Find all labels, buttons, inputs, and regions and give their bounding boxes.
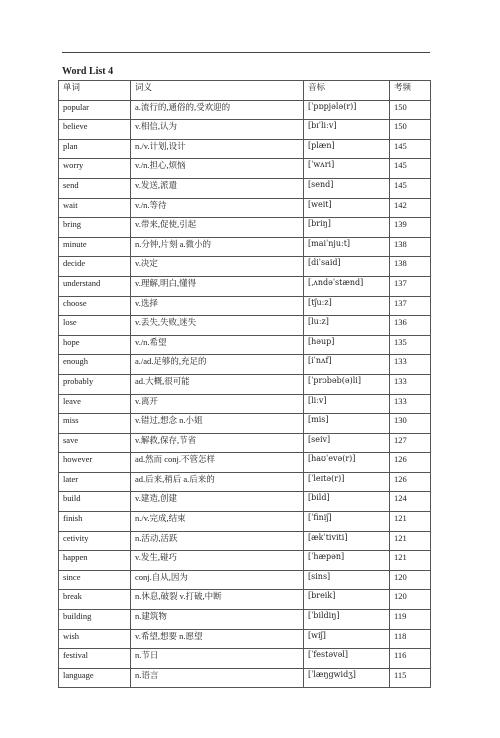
pronunciation-cell: [ˈlæŋgwidʒ] — [304, 668, 390, 688]
word-table — [58, 80, 431, 688]
definition-cell: v.理解,明白,懂得 — [131, 276, 304, 296]
frequency-cell: 139 — [390, 218, 431, 238]
definition-cell: ad.然而 conj.不管怎样 — [131, 453, 304, 473]
word-cell: popular — [59, 100, 131, 120]
pronunciation-cell: [luːz] — [304, 316, 390, 336]
frequency-cell: 136 — [390, 316, 431, 336]
header-pronunciation: 音标 — [304, 81, 390, 101]
pronunciation-cell: [ˈprɔbəb(ə)li] — [304, 374, 390, 394]
frequency-cell: 121 — [390, 551, 431, 571]
frequency-cell: 120 — [390, 590, 431, 610]
table-row — [59, 374, 431, 394]
pronunciation-cell: [mis] — [304, 414, 390, 434]
definition-cell: v.解救,保存,节省 — [131, 433, 304, 453]
word-cell: probably — [59, 374, 131, 394]
word-cell: festival — [59, 649, 131, 669]
word-cell: worry — [59, 159, 131, 179]
pronunciation-cell: [tʃuːz] — [304, 296, 390, 316]
definition-cell: a.流行的,通俗的,受欢迎的 — [131, 100, 304, 120]
pronunciation-cell: [breik] — [304, 590, 390, 610]
frequency-cell: 133 — [390, 374, 431, 394]
table-row — [59, 570, 431, 590]
definition-cell: v.决定 — [131, 257, 304, 277]
word-cell: lose — [59, 316, 131, 336]
frequency-cell: 118 — [390, 629, 431, 649]
pronunciation-cell: [ˌʌndəˈstænd] — [304, 276, 390, 296]
word-cell: wait — [59, 198, 131, 218]
pronunciation-cell: [ˈfestəvəl] — [304, 649, 390, 669]
word-cell: believe — [59, 120, 131, 140]
definition-cell: v./n.希望 — [131, 335, 304, 355]
word-cell: finish — [59, 512, 131, 532]
table-row — [59, 178, 431, 198]
frequency-cell: 116 — [390, 649, 431, 669]
word-cell: language — [59, 668, 131, 688]
frequency-cell: 137 — [390, 296, 431, 316]
definition-cell: n.语言 — [131, 668, 304, 688]
table-row — [59, 296, 431, 316]
frequency-cell: 126 — [390, 453, 431, 473]
table-row — [59, 453, 431, 473]
pronunciation-cell: [bild] — [304, 492, 390, 512]
frequency-cell: 120 — [390, 570, 431, 590]
page-title: Word List 4 — [62, 66, 114, 77]
table-row — [59, 433, 431, 453]
pronunciation-cell: [maiˈnjuːt] — [304, 237, 390, 257]
table-row — [59, 316, 431, 336]
table-row — [59, 531, 431, 551]
table-body — [59, 100, 431, 688]
word-cell: cetivity — [59, 531, 131, 551]
word-cell: break — [59, 590, 131, 610]
word-cell: plan — [59, 139, 131, 159]
table-row — [59, 551, 431, 571]
table-row — [59, 472, 431, 492]
word-cell: happen — [59, 551, 131, 571]
definition-cell: n./v.完成,结束 — [131, 512, 304, 532]
definition-cell: v./n.担心,烦恼 — [131, 159, 304, 179]
definition-cell: ad.大概,很可能 — [131, 374, 304, 394]
definition-cell: v.发生,碰巧 — [131, 551, 304, 571]
word-cell: build — [59, 492, 131, 512]
definition-cell: v.相信,认为 — [131, 120, 304, 140]
header-frequency: 考频 — [390, 81, 431, 101]
table-row — [59, 159, 431, 179]
frequency-cell: 135 — [390, 335, 431, 355]
word-cell: minute — [59, 237, 131, 257]
pronunciation-cell: [briŋ] — [304, 218, 390, 238]
table-row — [59, 394, 431, 414]
pronunciation-cell: [həup] — [304, 335, 390, 355]
word-cell: hope — [59, 335, 131, 355]
table-row — [59, 668, 431, 688]
frequency-cell: 115 — [390, 668, 431, 688]
table-row — [59, 100, 431, 120]
frequency-cell: 138 — [390, 257, 431, 277]
definition-cell: v.丢失,失败,迷失 — [131, 316, 304, 336]
word-cell: save — [59, 433, 131, 453]
pronunciation-cell: [ˈhæpən] — [304, 551, 390, 571]
table-row — [59, 120, 431, 140]
table-row — [59, 512, 431, 532]
frequency-cell: 130 — [390, 414, 431, 434]
frequency-cell: 145 — [390, 178, 431, 198]
table-row — [59, 276, 431, 296]
frequency-cell: 145 — [390, 159, 431, 179]
frequency-cell: 127 — [390, 433, 431, 453]
pronunciation-cell: [ˈleɪtə(r)] — [304, 472, 390, 492]
word-cell: decide — [59, 257, 131, 277]
table-row — [59, 257, 431, 277]
table-row — [59, 237, 431, 257]
definition-cell: v./n.等待 — [131, 198, 304, 218]
definition-cell: n.节日 — [131, 649, 304, 669]
definition-cell: v.发送,派遣 — [131, 178, 304, 198]
word-cell: understand — [59, 276, 131, 296]
pronunciation-cell: [diˈsaid] — [304, 257, 390, 277]
definition-cell: a./ad.足够的,充足的 — [131, 355, 304, 375]
word-cell: wish — [59, 629, 131, 649]
definition-cell: n./v.计划,设计 — [131, 139, 304, 159]
definition-cell: v.带来,促使,引起 — [131, 218, 304, 238]
definition-cell: v.错过,想念 n.小姐 — [131, 414, 304, 434]
word-cell: bring — [59, 218, 131, 238]
frequency-cell: 137 — [390, 276, 431, 296]
pronunciation-cell: [send] — [304, 178, 390, 198]
word-cell: miss — [59, 414, 131, 434]
pronunciation-cell: [ˈpɒpjələ(r)] — [304, 100, 390, 120]
frequency-cell: 133 — [390, 355, 431, 375]
frequency-cell: 119 — [390, 610, 431, 630]
pronunciation-cell: [liːv] — [304, 394, 390, 414]
frequency-cell: 126 — [390, 472, 431, 492]
frequency-cell: 124 — [390, 492, 431, 512]
table-row — [59, 590, 431, 610]
table-row — [59, 492, 431, 512]
definition-cell: n.分钟,片刻 a.微小的 — [131, 237, 304, 257]
pronunciation-cell: [ækˈtiviti] — [304, 531, 390, 551]
definition-cell: v.建造,创建 — [131, 492, 304, 512]
word-cell: send — [59, 178, 131, 198]
table-row — [59, 218, 431, 238]
pronunciation-cell: [haʊˈevə(r)] — [304, 453, 390, 473]
word-cell: since — [59, 570, 131, 590]
frequency-cell: 150 — [390, 120, 431, 140]
definition-cell: ad.后来,稍后 a.后来的 — [131, 472, 304, 492]
word-cell: later — [59, 472, 131, 492]
word-cell: however — [59, 453, 131, 473]
pronunciation-cell: [sins] — [304, 570, 390, 590]
frequency-cell: 133 — [390, 394, 431, 414]
table-row — [59, 355, 431, 375]
definition-cell: n.建筑物 — [131, 610, 304, 630]
table-row — [59, 335, 431, 355]
table-row — [59, 198, 431, 218]
header-definition: 词义 — [131, 81, 304, 101]
pronunciation-cell: [seiv] — [304, 433, 390, 453]
definition-cell: v.希望,想要 n.愿望 — [131, 629, 304, 649]
word-cell: choose — [59, 296, 131, 316]
pronunciation-cell: [plæn] — [304, 139, 390, 159]
pronunciation-cell: [bɪˈliːv] — [304, 120, 390, 140]
word-cell: enough — [59, 355, 131, 375]
definition-cell: conj.自从,因为 — [131, 570, 304, 590]
table-row — [59, 139, 431, 159]
table-row — [59, 629, 431, 649]
definition-cell: v.离开 — [131, 394, 304, 414]
frequency-cell: 145 — [390, 139, 431, 159]
table-row — [59, 414, 431, 434]
table-header-row — [59, 81, 431, 101]
header-word: 单词 — [59, 81, 131, 101]
definition-cell: n.活动,活跃 — [131, 531, 304, 551]
pronunciation-cell: [ˈwʌri] — [304, 159, 390, 179]
pronunciation-cell: [weit] — [304, 198, 390, 218]
definition-cell: n.休息,破裂 v.打破,中断 — [131, 590, 304, 610]
definition-cell: v.选择 — [131, 296, 304, 316]
pronunciation-cell: [wiʃ] — [304, 629, 390, 649]
frequency-cell: 121 — [390, 531, 431, 551]
pronunciation-cell: [ˈfiniʃ] — [304, 512, 390, 532]
frequency-cell: 121 — [390, 512, 431, 532]
word-cell: leave — [59, 394, 131, 414]
frequency-cell: 138 — [390, 237, 431, 257]
word-cell: building — [59, 610, 131, 630]
pronunciation-cell: [ˈbildiŋ] — [304, 610, 390, 630]
top-divider — [62, 52, 430, 53]
pronunciation-cell: [iˈnʌf] — [304, 355, 390, 375]
table-row — [59, 649, 431, 669]
table-row — [59, 610, 431, 630]
frequency-cell: 150 — [390, 100, 431, 120]
frequency-cell: 142 — [390, 198, 431, 218]
